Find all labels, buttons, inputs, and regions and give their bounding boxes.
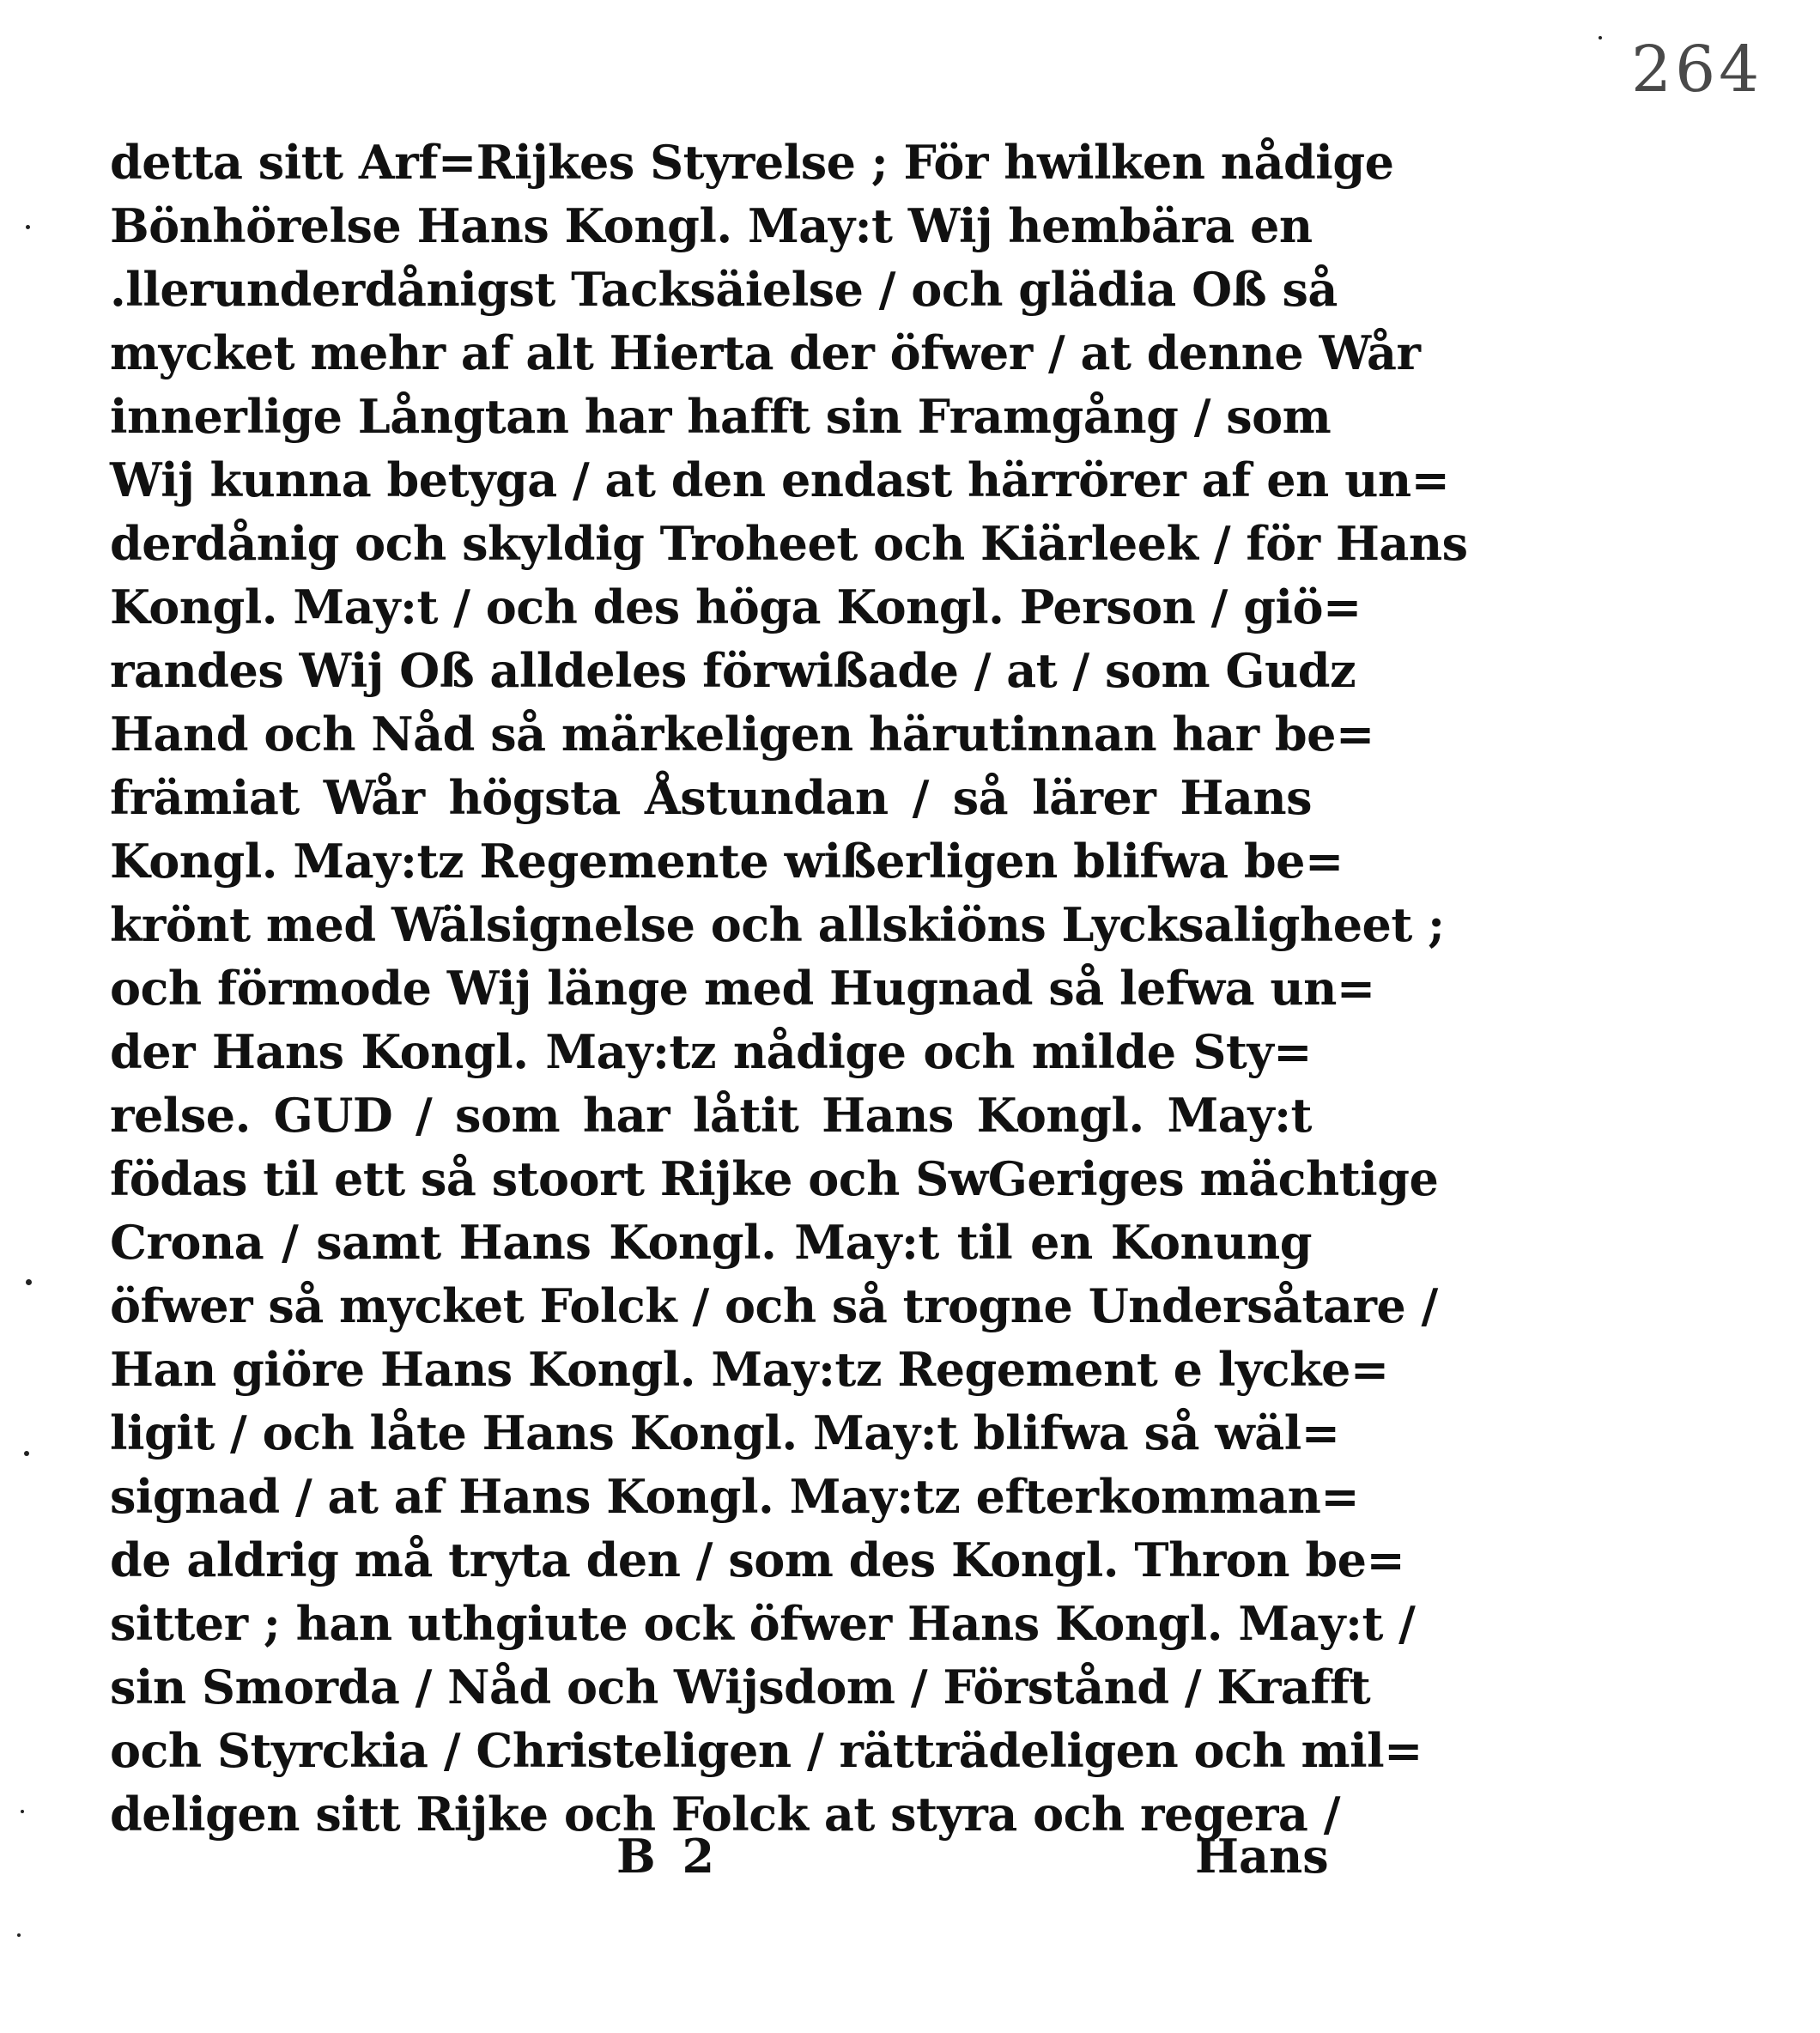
text-line: öfwer så mycket Folck / och så trogne Undersåtare / [110, 1278, 1438, 1333]
text-line: innerlige Långtan har hafft sin Framgång / som [110, 389, 1332, 444]
ink-speck [26, 225, 30, 229]
text-line: Kongl. May:t / och des höga Kongl. Person / giö= [110, 580, 1362, 634]
text-line: detta sitt Arf=Rijkes Styrelse ; För hwilken nådige [110, 135, 1394, 190]
text-line: derdånig och skyldig Troheet och Kiärleek / för Hans [110, 516, 1468, 571]
text-line: Hand och Nåd så märkeligen härutinnan har be= [110, 707, 1374, 762]
text-line: Han giöre Hans Kongl. May:tz Regement e lycke= [110, 1342, 1389, 1397]
text-line: mycket mehr af alt Hierta der öfwer / at denne Wår [110, 325, 1421, 380]
ink-speck [17, 1933, 21, 1937]
text-line: sitter ; han uthgiute ock öfwer Hans Kongl. May:t / [110, 1596, 1416, 1651]
text-line: Wij kunna betyga / at den endast härrörer af en un= [110, 452, 1450, 507]
ink-speck [26, 1279, 32, 1285]
text-line: der Hans Kongl. May:tz nådige och milde Sty= [110, 1024, 1312, 1079]
text-line: .llerunderdånigst Tacksäielse / och glädia Oß så [110, 262, 1338, 317]
catchword: Hans [1195, 1829, 1329, 1884]
text-line: främiat Wår högsta Åstundan / så lärer Hans [110, 770, 1312, 825]
text-line: relse. GUD / som har låtit Hans Kongl. May:t [110, 1088, 1312, 1143]
text-line: Bönhörelse Hans Kongl. May:t Wij hembära en [110, 198, 1313, 253]
body-text [110, 130, 1468, 1846]
text-line: Kongl. May:tz Regemente wißerligen blifwa be= [110, 834, 1344, 889]
text-line: födas til ett så stoort Rijke och SwGeriges mächtige [110, 1151, 1439, 1206]
ink-speck [24, 1451, 29, 1456]
text-line: signad / at af Hans Kongl. May:tz efterkomman= [110, 1469, 1360, 1524]
text-line: Crona / samt Hans Kongl. May:t til en Konung [110, 1215, 1312, 1270]
text-line: och Styrckia / Christeligen / rätträdeligen och mil= [110, 1723, 1423, 1778]
text-line: sin Smorda / Nåd och Wijsdom / Förstånd / Krafft [110, 1660, 1371, 1714]
ink-speck [21, 1810, 24, 1813]
text-line: krönt med Wälsignelse och allskiöns Lycksaligheet ; [110, 897, 1445, 952]
folio-number: 264 [1631, 33, 1763, 106]
text-line: de aldrig må tryta den / som des Kongl. Thron be= [110, 1532, 1405, 1587]
ink-speck [1599, 36, 1602, 39]
text-line: och förmode Wij länge med Hugnad så lefwa un= [110, 961, 1375, 1016]
text-line: randes Wij Oß alldeles förwißade / at / som Gudz [110, 643, 1356, 698]
text-line: ligit / och låte Hans Kongl. May:t blifwa så wäl= [110, 1405, 1340, 1460]
text-line: deligen sitt Rijke och Folck at styra och regera / [110, 1787, 1340, 1842]
signature-mark: B 2 [616, 1829, 720, 1884]
